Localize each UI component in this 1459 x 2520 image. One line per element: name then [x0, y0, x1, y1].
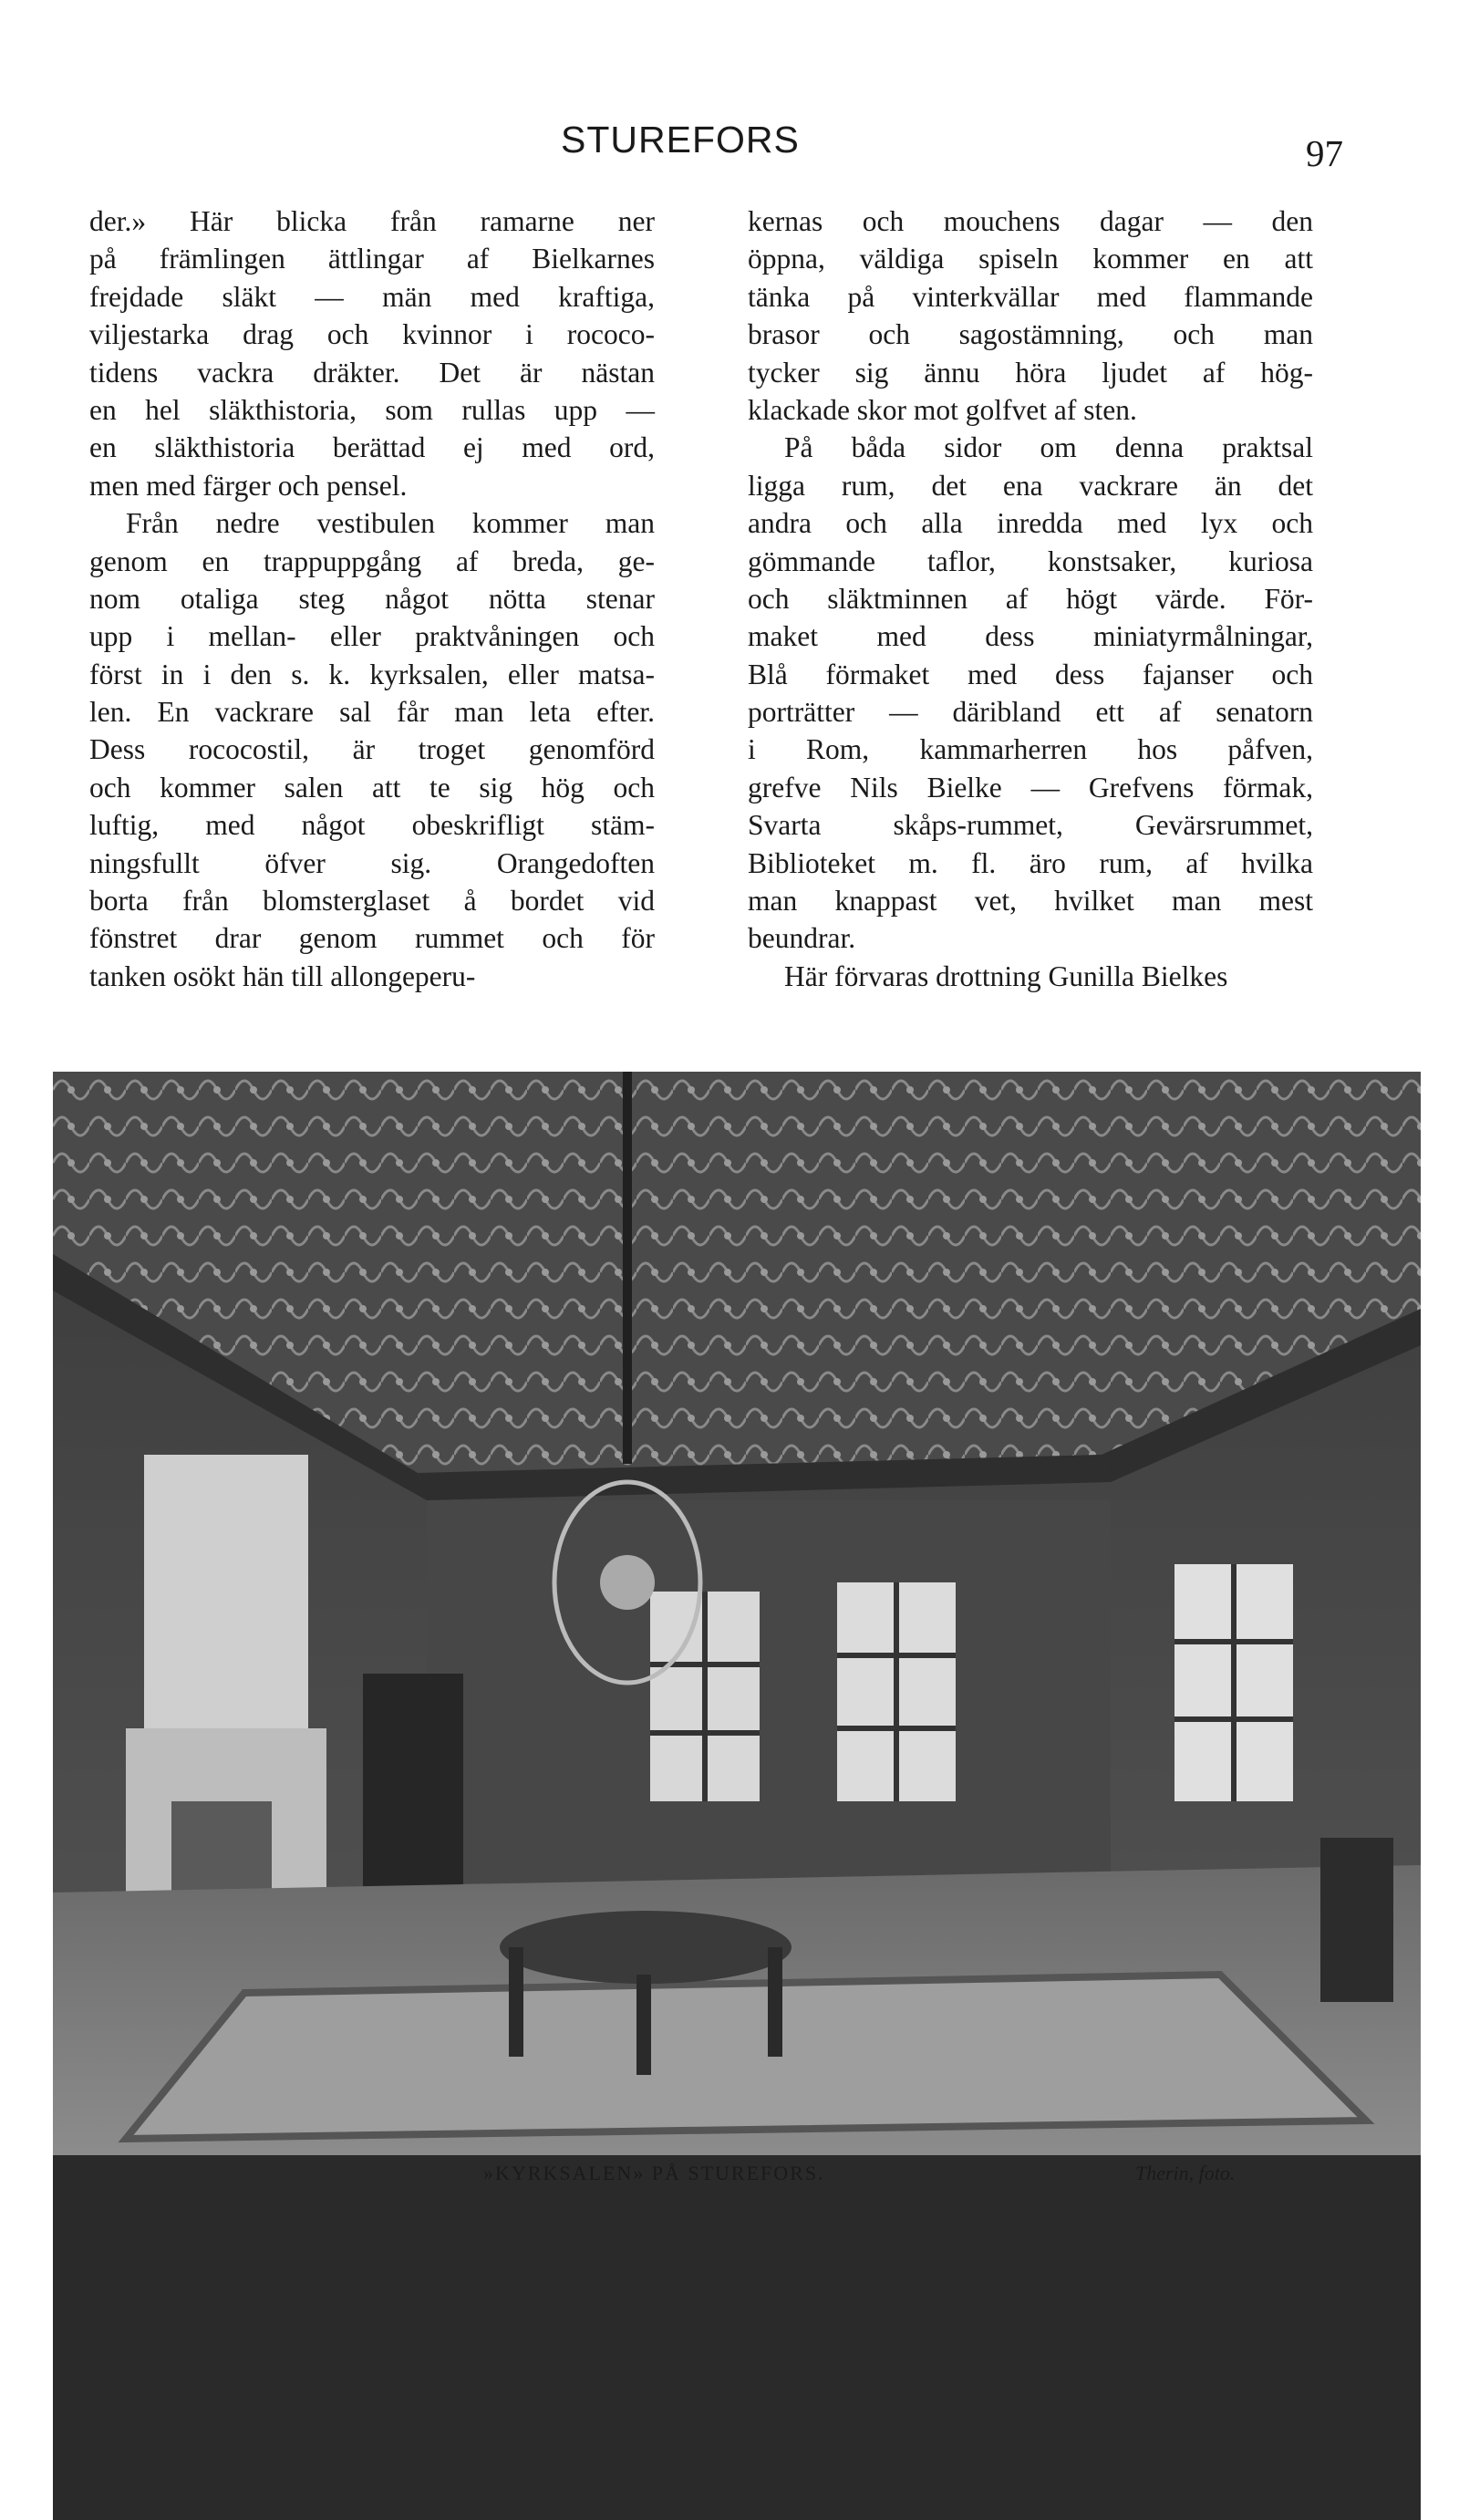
tiled-stove: [126, 1455, 326, 1938]
text-line: nom otaliga steg något nötta stenar: [89, 582, 655, 615]
kyrksalen-photograph: [53, 1072, 1421, 2520]
text-line: en hel släkthistoria, som rullas upp —: [89, 393, 655, 426]
text-line: ligga rum, det ena vackrare än det: [748, 469, 1313, 502]
text-line: frejdade släkt — män med kraftiga,: [89, 280, 655, 313]
text-line: maket med dess miniatyrmålningar,: [748, 620, 1313, 653]
text-line: tidens vackra dräkter. Det är nästan: [89, 356, 655, 389]
page-number: 97: [1306, 132, 1343, 174]
chair: [1320, 1838, 1393, 2002]
window-right: [1174, 1564, 1293, 1801]
text-line: grefve Nils Bielke — Grefvens förmak,: [748, 771, 1313, 804]
text-line: upp i mellan- eller praktvåningen och: [89, 620, 655, 653]
text-line: men med färger och pensel.: [89, 469, 408, 502]
text-line: först in i den s. k. kyrksalen, eller matsa-: [89, 658, 655, 690]
text-line: borta från blomsterglaset å bordet vid: [89, 885, 655, 918]
text-line: Från nedre vestibulen kommer man: [126, 507, 655, 540]
window-center: [837, 1582, 956, 1801]
cabinet: [363, 1674, 463, 1902]
text-line: der.» Här blicka från ramarne ner: [89, 205, 655, 237]
left-text-column: [46, 202, 655, 995]
text-line: gömmande taflor, konstsaker, kuriosa: [748, 544, 1313, 577]
text-line: och kommer salen att te sig hög och: [89, 771, 655, 804]
text-line: i Rom, kammarherren hos påfven,: [748, 733, 1313, 766]
figure-caption: [0, 2162, 1459, 2198]
text-line: ningsfullt öfver sig. Orangedoften: [89, 846, 655, 879]
text-line: öppna, väldiga spiseln kommer en att: [748, 243, 1313, 275]
text-line: len. En vackrare sal får man leta efter.: [89, 696, 655, 729]
text-line: kernas och mouchens dagar — den: [748, 205, 1313, 237]
text-line: tanken osökt hän till allongeperu-: [89, 959, 476, 992]
text-line: Svarta skåps-rummet, Gevärsrummet,: [748, 809, 1313, 842]
text-line: porträtter — däribland ett af senatorn: [748, 696, 1313, 729]
window-left: [650, 1592, 760, 1801]
text-line: man knappast vet, hvilket man mest: [748, 885, 1313, 918]
text-line: På båda sidor om denna praktsal: [784, 431, 1313, 464]
text-line: tänka på vinterkvällar med flammande: [748, 280, 1313, 313]
text-line: beundrar.: [748, 922, 856, 955]
text-line: på främlingen ättlingar af Bielkarnes: [89, 243, 655, 275]
text-line: och släktminnen af högt värde. För-: [748, 582, 1313, 615]
text-line: viljestarka drag och kvinnor i rococo-: [89, 318, 655, 351]
text-line: klackade skor mot golfvet af sten.: [748, 393, 1137, 426]
paragraph: [46, 202, 655, 504]
text-line: genom en trappuppgång af breda, ge-: [89, 544, 655, 577]
paragraph: [704, 958, 1313, 995]
right-text-column: [704, 202, 1313, 995]
text-line: brasor och sagostämning, och man: [748, 318, 1313, 351]
running-title: STUREFORS: [561, 119, 800, 161]
running-head: [0, 119, 1459, 173]
text-line: Biblioteket m. fl. äro rum, af hvilka: [748, 846, 1313, 879]
text-line: andra och alla inredda med lyx och: [748, 507, 1313, 540]
text-line: en släkthistoria berättad ej med ord,: [89, 431, 655, 464]
hall-interior-illustration: [53, 1072, 1421, 2155]
text-line: Dess rococostil, är troget genomförd: [89, 733, 655, 766]
text-line: Blå förmaket med dess fajanser och: [748, 658, 1313, 690]
text-line: luftig, med något obeskrifligt stäm-: [89, 809, 655, 842]
rug: [126, 1975, 1366, 2139]
paragraph: [704, 429, 1313, 957]
caption-title: »KYRKSALEN» PÅ STUREFORS.: [483, 2162, 825, 2184]
text-line: tycker sig ännu höra ljudet af hög-: [748, 356, 1313, 389]
text-line: fönstret drar genom rummet och för: [89, 922, 655, 955]
paragraph: [46, 504, 655, 995]
photo-credit: Therin, foto.: [1135, 2162, 1236, 2184]
paragraph: [704, 202, 1313, 429]
text-line: Här förvaras drottning Gunilla Bielkes: [784, 959, 1228, 992]
